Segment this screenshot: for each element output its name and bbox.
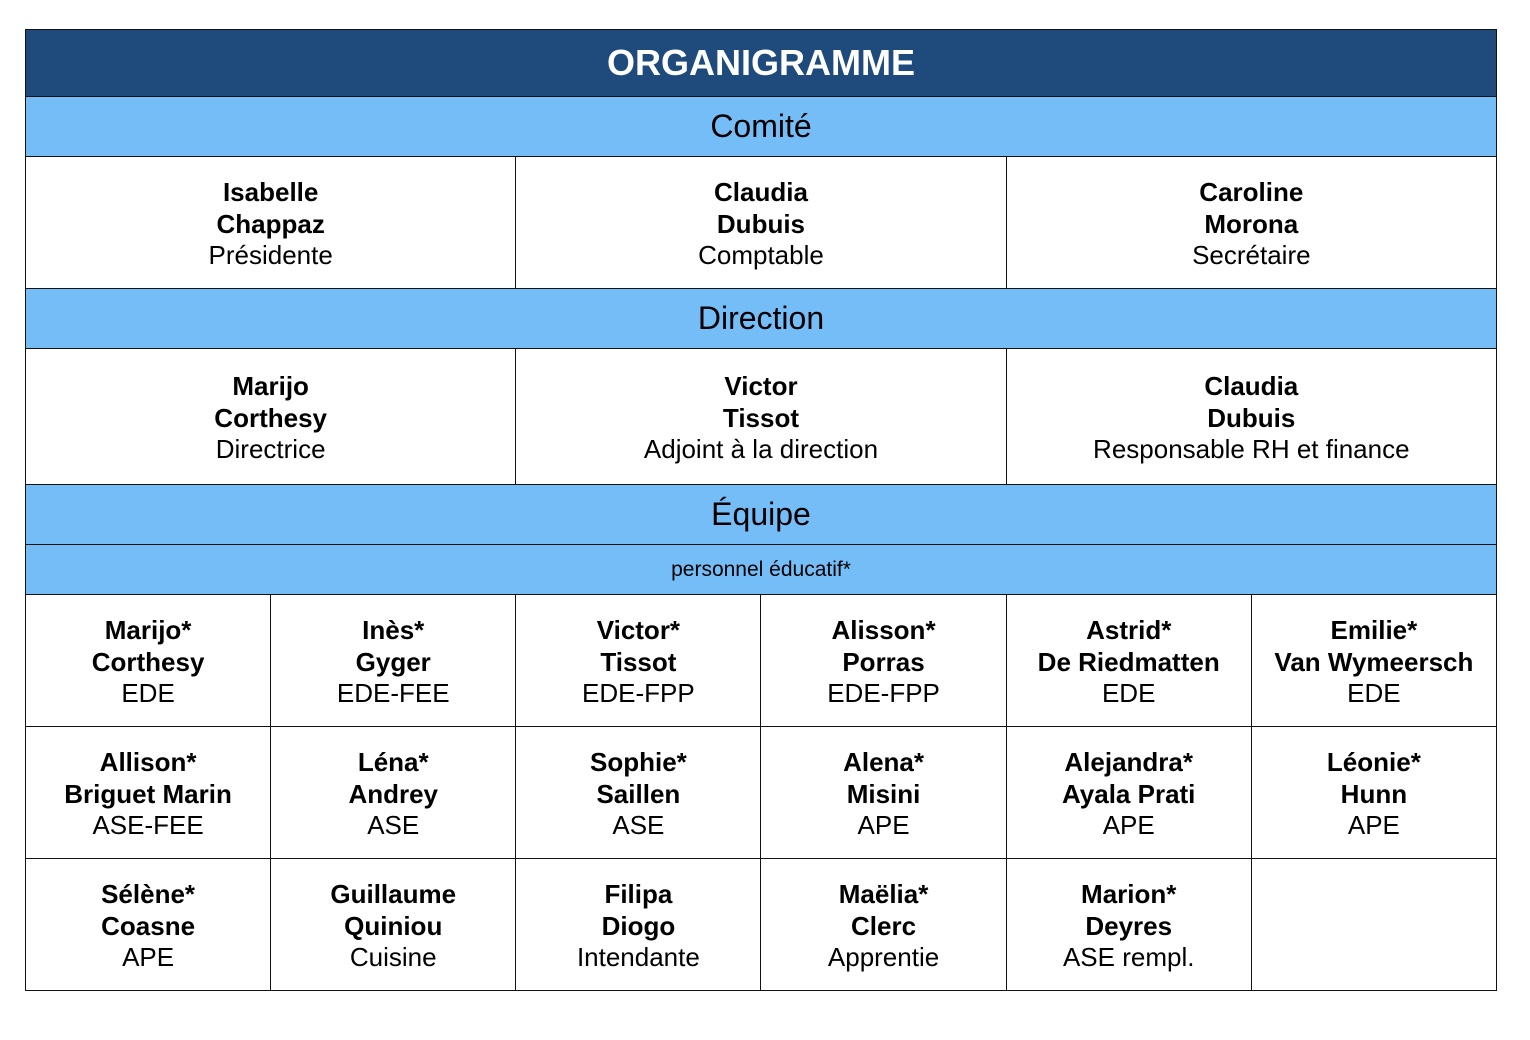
subsection-personnel-educatif: personnel éducatif*: [26, 545, 1497, 595]
member-last-name: Deyres: [1085, 910, 1173, 941]
member-last-name: Andrey: [348, 778, 439, 809]
member-role: ASE-FEE: [92, 809, 204, 840]
team-member-cell: [761, 727, 1006, 859]
team-member-cell: [1006, 859, 1251, 991]
member-last-name: Van Wymeersch: [1274, 646, 1474, 677]
member-last-name: Corthesy: [91, 646, 205, 677]
member-last-name: Briguet Marin: [64, 778, 232, 809]
member-last-name: Diogo: [601, 910, 676, 941]
team-member-cell: [271, 859, 516, 991]
direction-member-cell: [516, 349, 1006, 485]
team-member-cell: [761, 859, 1006, 991]
member-role: Cuisine: [349, 941, 437, 972]
member-role: APE: [1347, 809, 1400, 840]
team-member-cell: [1251, 595, 1496, 727]
team-member-cell: [761, 595, 1006, 727]
member-last-name: Hunn: [1340, 778, 1408, 809]
member-first-name: Claudia: [714, 176, 808, 207]
member-role: Responsable RH et finance: [1093, 433, 1410, 464]
member-role: EDE: [1101, 677, 1156, 708]
member-first-name: Claudia: [1204, 370, 1299, 401]
member-first-name: Isabelle: [222, 176, 319, 207]
member-first-name: Caroline: [1199, 176, 1304, 207]
member-role: EDE: [121, 677, 175, 708]
member-last-name: Chappaz: [216, 208, 325, 239]
member-last-name: Tissot: [600, 646, 677, 677]
member-first-name: Sélène*: [101, 878, 196, 909]
member-first-name: Inès*: [362, 614, 425, 645]
member-first-name: Léonie*: [1326, 746, 1421, 777]
team-member-cell: [26, 859, 271, 991]
member-last-name: Saillen: [596, 778, 681, 809]
section-header-comite: Comité: [26, 97, 1497, 157]
member-last-name: Dubuis: [1207, 402, 1296, 433]
team-member-cell: [26, 595, 271, 727]
member-last-name: Corthesy: [214, 402, 327, 433]
member-first-name: Alisson*: [831, 614, 936, 645]
member-role: EDE-FEE: [336, 677, 450, 708]
member-role: ASE rempl.: [1062, 941, 1195, 972]
member-first-name: Guillaume: [330, 878, 457, 909]
page-title: ORGANIGRAMME: [26, 30, 1497, 97]
member-role: APE: [122, 941, 175, 972]
member-last-name: Coasne: [101, 910, 196, 941]
section-header-equipe: Équipe: [26, 485, 1497, 545]
member-role: Secrétaire: [1192, 239, 1311, 270]
direction-member-cell: [26, 349, 516, 485]
comite-member-cell: [26, 157, 516, 289]
member-last-name: Quiniou: [344, 910, 443, 941]
member-first-name: Alena*: [843, 746, 924, 777]
member-role: ASE: [612, 809, 665, 840]
empty-cell: [1251, 859, 1496, 991]
member-role: Apprentie: [827, 941, 940, 972]
section-header-direction: Direction: [26, 289, 1497, 349]
member-first-name: Emilie*: [1330, 614, 1418, 645]
member-first-name: Sophie*: [589, 746, 687, 777]
team-member-cell: [271, 727, 516, 859]
organigramme-table: [25, 29, 1497, 991]
comite-member-cell: [1006, 157, 1496, 289]
member-first-name: Filipa: [604, 878, 673, 909]
member-last-name: Misini: [846, 778, 921, 809]
member-last-name: Morona: [1204, 208, 1299, 239]
member-last-name: Ayala Prati: [1061, 778, 1196, 809]
member-role: ASE: [367, 809, 420, 840]
team-member-cell: [271, 595, 516, 727]
team-member-cell: [1006, 595, 1251, 727]
member-role: Directrice: [215, 433, 326, 464]
member-role: Comptable: [698, 239, 824, 270]
member-last-name: Porras: [842, 646, 925, 677]
member-role: EDE-FPP: [827, 677, 940, 708]
member-role: Adjoint à la direction: [643, 433, 879, 464]
member-first-name: Victor*: [596, 614, 681, 645]
direction-member-cell: [1006, 349, 1496, 485]
team-member-cell: [26, 727, 271, 859]
member-role: APE: [1102, 809, 1155, 840]
member-role: APE: [857, 809, 910, 840]
member-first-name: Marion*: [1081, 878, 1177, 909]
comite-member-cell: [516, 157, 1006, 289]
member-role: EDE: [1347, 677, 1401, 708]
member-last-name: Clerc: [851, 910, 917, 941]
member-first-name: Astrid*: [1086, 614, 1172, 645]
member-first-name: Léna*: [357, 746, 429, 777]
member-last-name: De Riedmatten: [1037, 646, 1220, 677]
member-first-name: Maëlia*: [838, 878, 929, 909]
team-member-cell: [1251, 727, 1496, 859]
member-first-name: Alejandra*: [1064, 746, 1193, 777]
member-last-name: Gyger: [355, 646, 431, 677]
member-first-name: Marijo: [232, 370, 309, 401]
member-first-name: Victor: [724, 370, 798, 401]
member-role: Présidente: [208, 239, 333, 270]
team-member-cell: [1006, 727, 1251, 859]
member-first-name: Marijo*: [104, 614, 192, 645]
team-member-cell: [516, 859, 761, 991]
member-first-name: Allison*: [99, 746, 197, 777]
team-member-cell: [516, 727, 761, 859]
member-last-name: Dubuis: [716, 208, 806, 239]
team-member-cell: [516, 595, 761, 727]
member-role: Intendante: [576, 941, 700, 972]
member-role: EDE-FPP: [582, 677, 695, 708]
member-last-name: Tissot: [722, 402, 800, 433]
